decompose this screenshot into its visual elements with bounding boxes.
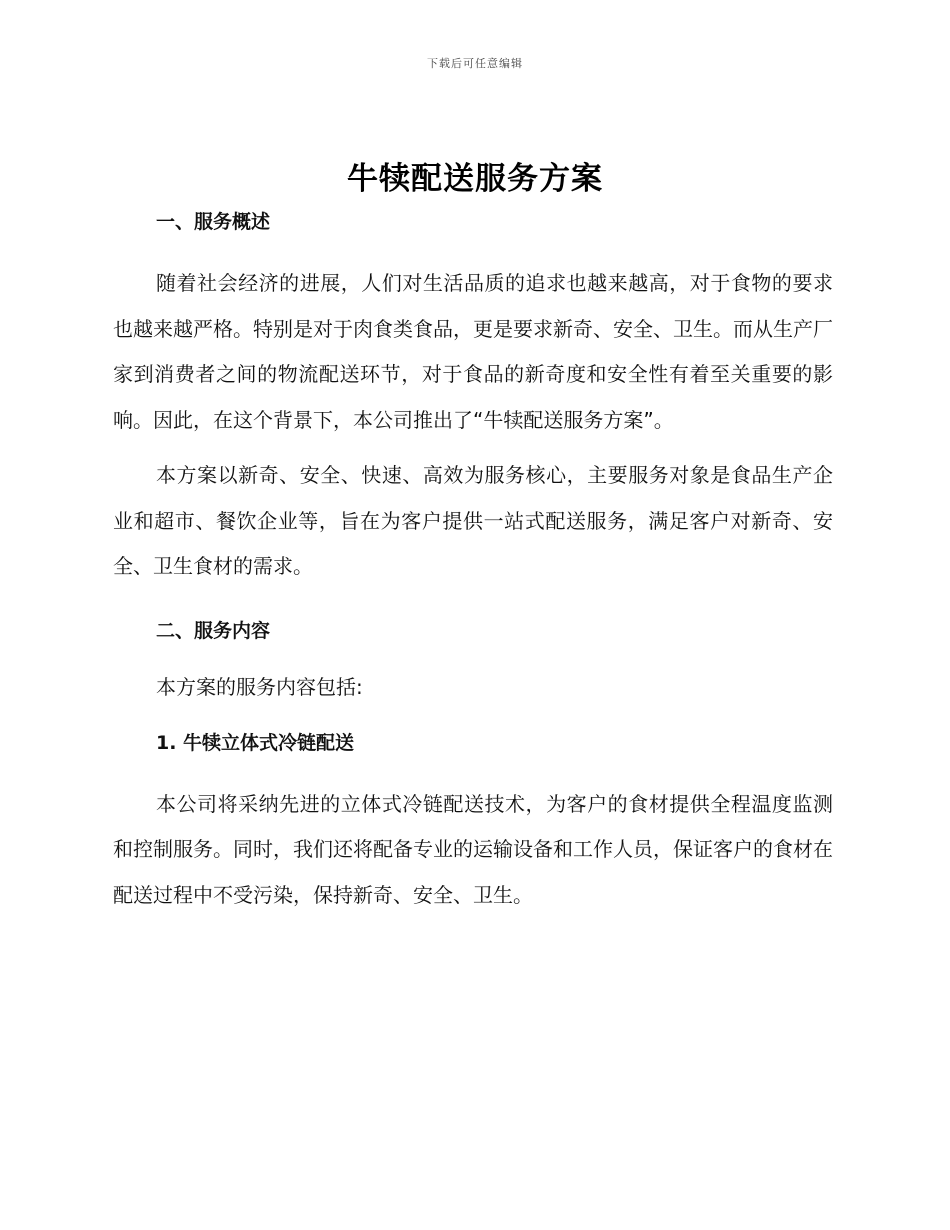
document-title: 牛犊配送服务方案 [347, 161, 603, 197]
content-intro: 本方案的服务内容包括: [156, 674, 363, 699]
subsection-heading-cold-chain: 1. 牛犊立体式冷链配送 [156, 731, 355, 754]
document-body [113, 205, 833, 918]
overview-paragraph-1: 随着社会经济的进展，人们对生活品质的追求也越来越高，对于食物的要求也越来越严格。特别是对于肉食类食品，更是要求新奇、安全、卫生。而从生产厂家到消费者之间的物流配送环节，对于食品的新奇度和安全性有着至关重要的影响。因此，在这个背景下，本公司推出了“牛犊配送服务方案”。 [113, 271, 833, 432]
section-heading-content: 二、服务内容 [156, 619, 271, 642]
overview-paragraph-2: 本方案以新奇、安全、快速、高效为服务核心，主要服务对象是食品生产企业和超市、餐饮企业等，旨在为客户提供一站式配送服务，满足客户对新奇、安全、卫生食材的需求。 [113, 463, 833, 578]
section-heading-overview: 一、服务概述 [156, 211, 271, 233]
header-note: 下载后可任意编辑 [427, 57, 523, 70]
cold-chain-paragraph: 本公司将采纳先进的立体式冷链配送技术，为客户的食材提供全程温度监测和控制服务。同时，我们还将配备专业的运输设备和工作人员，保证客户的食材在配送过程中不受污染，保持新奇、安全、卫生。 [113, 791, 833, 907]
